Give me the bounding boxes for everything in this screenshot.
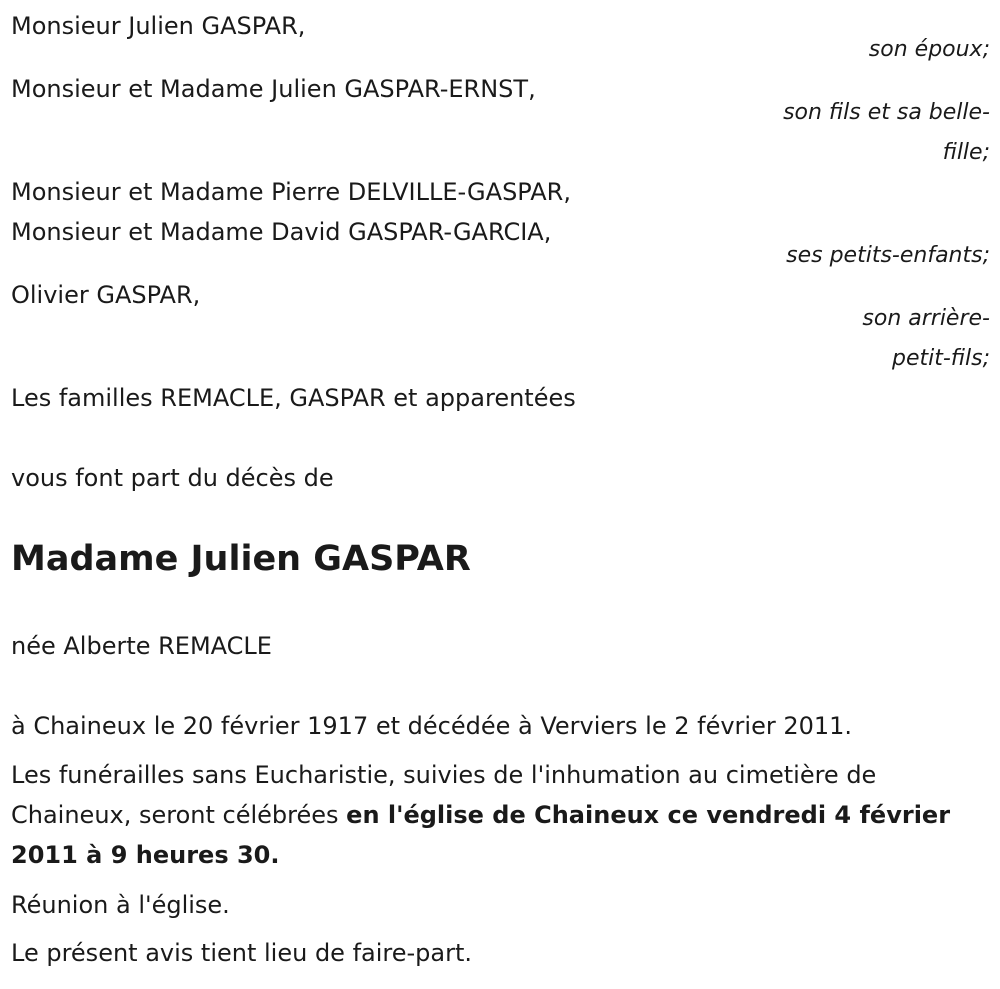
funeral-date-place: en l'église de Chaineux ce vendredi 4 février 2011 à 9 heures 30. (11, 801, 951, 869)
relation-great-grandson-b: petit-fils; (891, 346, 990, 371)
family-line-great-grandson: Olivier GASPAR, (11, 281, 201, 309)
maiden-name: née Alberte REMACLE (11, 632, 272, 660)
deceased-name: Madame Julien GASPAR (11, 539, 471, 579)
notice-note: Le présent avis tient lieu de faire-part. (11, 939, 473, 967)
family-line-husband: Monsieur Julien GASPAR, (11, 12, 306, 40)
relation-husband: son époux; (868, 37, 990, 62)
family-line-relatives: Les familles REMACLE, GASPAR et apparentées (11, 384, 576, 412)
relation-son-b: fille; (942, 140, 990, 165)
funeral-text: Les funérailles sans Eucharistie, suivies de l'inhumation au cimetière de Chaineux, seront célébrées (11, 761, 877, 829)
meeting-note: Réunion à l'église. (11, 891, 230, 919)
funeral-paragraph (11, 755, 976, 875)
family-line-grandchild-2: Monsieur et Madame David GASPAR-GARCIA, (11, 218, 552, 246)
family-line-grandchild-1: Monsieur et Madame Pierre DELVILLE-GASPAR, (11, 178, 571, 206)
birth-death: à Chaineux le 20 février 1917 et décédée à Verviers le 2 février 2011. (11, 712, 853, 740)
relation-son-a: son fils et sa belle- (783, 100, 990, 125)
relation-grandchildren: ses petits-enfants; (786, 243, 990, 268)
announcement: vous font part du décès de (11, 464, 334, 492)
relation-great-grandson-a: son arrière- (862, 306, 990, 331)
family-line-son: Monsieur et Madame Julien GASPAR-ERNST, (11, 75, 536, 103)
